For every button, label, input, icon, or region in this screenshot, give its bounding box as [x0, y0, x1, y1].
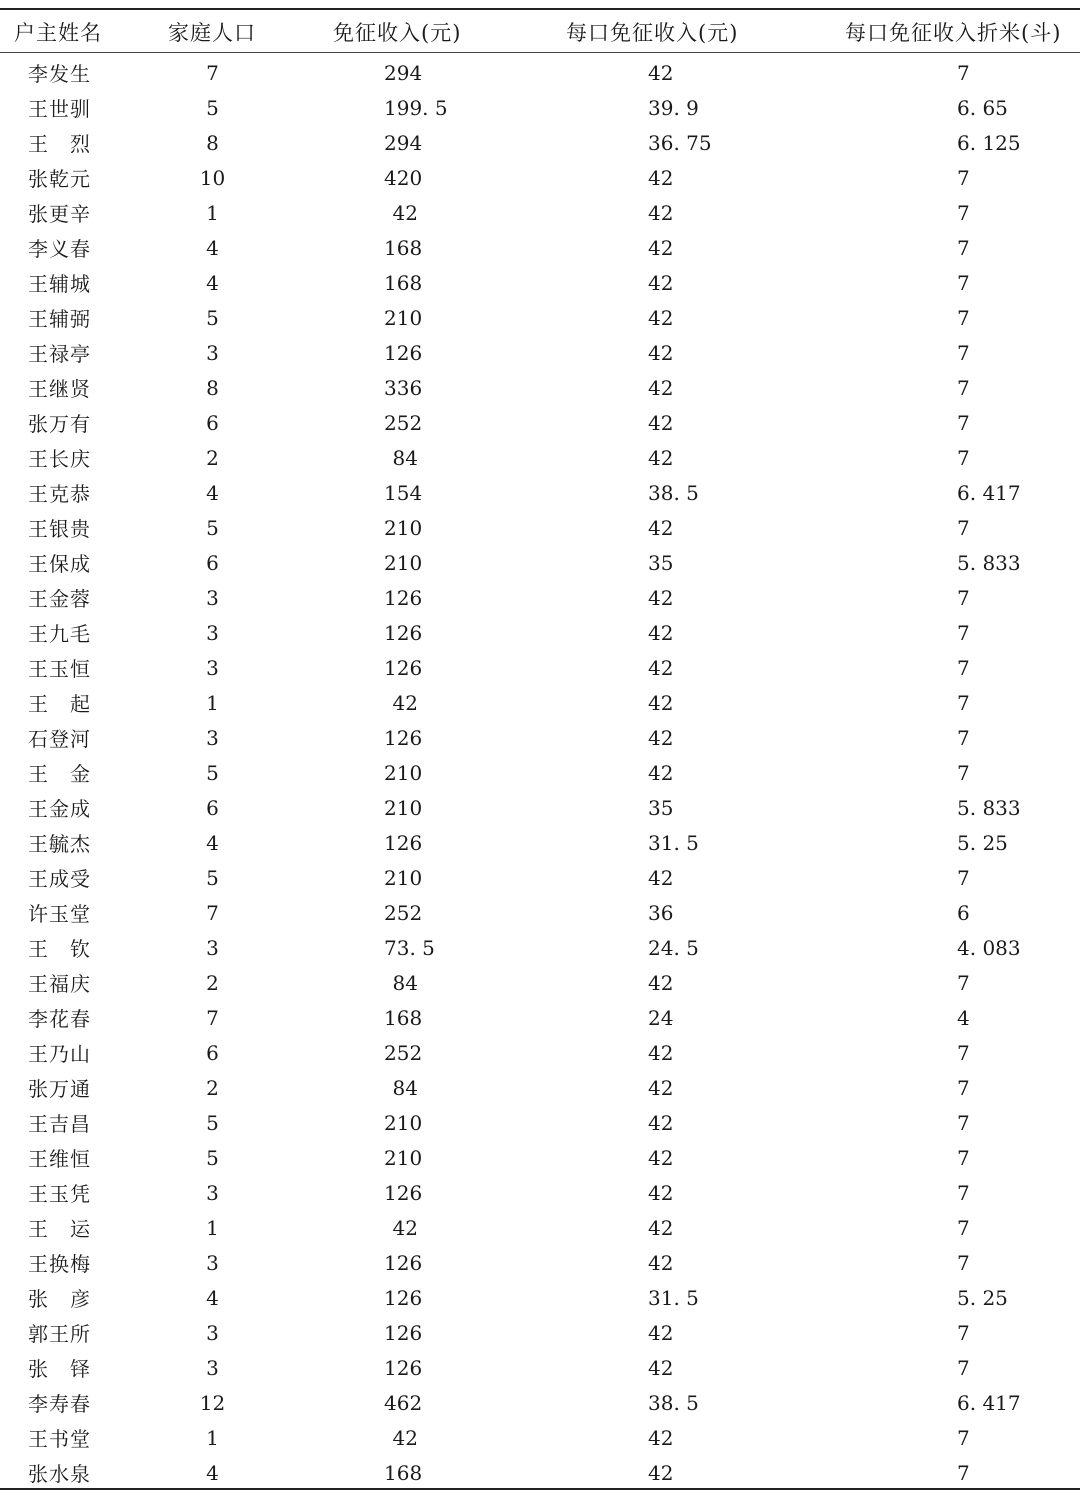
family-population-cell: 12	[199, 1390, 226, 1415]
exempt-income-cell	[285, 615, 530, 650]
per-capita-income-cell: 24	[648, 1005, 674, 1030]
table-row	[0, 265, 1080, 300]
per-capita-income-cell: 38. 5	[648, 1390, 699, 1415]
household-name-cell: 王维恒	[28, 1147, 91, 1171]
table-row	[0, 1140, 1080, 1175]
exempt-income-value: 73. 5	[384, 935, 435, 960]
exempt-income-value: 126	[384, 1285, 423, 1310]
household-name-cell: 李发生	[28, 62, 91, 86]
family-population-cell: 4	[206, 270, 219, 295]
exempt-income-cell	[285, 1455, 530, 1490]
family-population-cell: 4	[206, 830, 219, 855]
household-name-cell: 王毓杰	[28, 832, 91, 856]
table-row	[0, 1035, 1080, 1070]
exempt-income-value: 199. 5	[384, 95, 448, 120]
family-population-cell: 6	[206, 1040, 219, 1065]
household-income-table	[0, 11, 1080, 1490]
household-name-cell: 李花春	[28, 1007, 91, 1031]
family-population-cell: 4	[206, 1285, 219, 1310]
per-capita-rice-cell: 7	[957, 1250, 970, 1275]
header-per-capita-exempt-income: 每口免征收入(元)	[566, 20, 739, 45]
household-name-cell: 王金成	[28, 797, 91, 821]
table-row	[0, 440, 1080, 475]
per-capita-rice-cell: 7	[957, 270, 970, 295]
exempt-income-value: 126	[384, 830, 423, 855]
header-family-population: 家庭人口	[168, 20, 256, 45]
exempt-income-cell	[285, 580, 530, 615]
table-row	[0, 405, 1080, 440]
exempt-income-value: 210	[384, 515, 423, 540]
exempt-income-cell	[285, 475, 530, 510]
household-name-cell: 王 金	[28, 762, 91, 786]
table-row	[0, 160, 1080, 195]
per-capita-rice-cell: 7	[957, 585, 970, 610]
exempt-income-cell	[285, 650, 530, 685]
family-population-cell: 1	[206, 1215, 219, 1240]
exempt-income-value: 126	[384, 1355, 423, 1380]
exempt-income-cell	[285, 755, 530, 790]
per-capita-rice-cell: 7	[957, 725, 970, 750]
per-capita-income-cell: 38. 5	[648, 480, 699, 505]
exempt-income-cell	[285, 790, 530, 825]
household-name-cell: 张万有	[28, 412, 91, 436]
exempt-income-value: 252	[384, 410, 423, 435]
family-population-cell: 3	[206, 340, 219, 365]
family-population-cell: 3	[206, 725, 219, 750]
exempt-income-cell	[285, 895, 530, 930]
table-row	[0, 1420, 1080, 1455]
per-capita-rice-cell: 6. 417	[957, 1390, 1021, 1415]
exempt-income-value: 42	[392, 1215, 418, 1240]
header-exempt-income: 免征收入(元)	[333, 20, 462, 45]
table-top-rule	[0, 8, 1080, 10]
exempt-income-value: 294	[384, 130, 423, 155]
household-name-cell: 张乾元	[28, 167, 91, 191]
household-name-cell: 张万通	[28, 1077, 91, 1101]
per-capita-rice-cell: 7	[957, 620, 970, 645]
household-name-cell: 张更辛	[28, 202, 91, 226]
per-capita-income-cell: 42	[648, 725, 674, 750]
family-population-cell: 4	[206, 1460, 219, 1485]
family-population-cell: 5	[206, 305, 219, 330]
exempt-income-cell	[285, 125, 530, 160]
household-name-cell: 王书堂	[28, 1427, 91, 1451]
per-capita-income-cell: 36. 75	[648, 130, 712, 155]
exempt-income-value: 42	[392, 200, 418, 225]
exempt-income-cell	[285, 1245, 530, 1280]
household-name-cell: 王禄亭	[28, 342, 91, 366]
table-row	[0, 580, 1080, 615]
household-name-cell: 王继贤	[28, 377, 91, 401]
exempt-income-cell	[285, 1210, 530, 1245]
per-capita-rice-cell: 7	[957, 165, 970, 190]
household-name-cell: 张 彦	[28, 1287, 91, 1311]
per-capita-income-cell: 42	[648, 410, 674, 435]
household-name-cell: 王吉昌	[28, 1112, 91, 1136]
table-row	[0, 1315, 1080, 1350]
family-population-cell: 3	[206, 935, 219, 960]
family-population-cell: 5	[206, 515, 219, 540]
household-name-cell: 许玉堂	[28, 902, 91, 926]
per-capita-rice-cell: 7	[957, 200, 970, 225]
exempt-income-value: 210	[384, 305, 423, 330]
per-capita-rice-cell: 6. 125	[957, 130, 1021, 155]
per-capita-rice-cell: 6	[957, 900, 970, 925]
household-name-cell: 王长庆	[28, 447, 91, 471]
per-capita-income-cell: 42	[648, 340, 674, 365]
family-population-cell: 3	[206, 620, 219, 645]
household-name-cell: 王金蓉	[28, 587, 91, 611]
per-capita-income-cell: 42	[648, 760, 674, 785]
per-capita-income-cell: 42	[648, 1425, 674, 1450]
exempt-income-value: 210	[384, 865, 423, 890]
exempt-income-cell	[285, 300, 530, 335]
per-capita-rice-cell: 7	[957, 1215, 970, 1240]
table-row	[0, 195, 1080, 230]
header-per-capita-rice-equivalent: 每口免征收入折米(斗)	[845, 20, 1062, 45]
per-capita-income-cell: 42	[648, 235, 674, 260]
household-name-cell: 张 铎	[28, 1357, 91, 1381]
household-name-cell: 王银贵	[28, 517, 91, 541]
per-capita-rice-cell: 7	[957, 515, 970, 540]
household-name-cell: 李寿春	[28, 1392, 91, 1416]
exempt-income-value: 420	[384, 165, 423, 190]
exempt-income-value: 168	[384, 270, 423, 295]
per-capita-rice-cell: 7	[957, 235, 970, 260]
per-capita-income-cell: 42	[648, 1355, 674, 1380]
household-name-cell: 王九毛	[28, 622, 91, 646]
per-capita-income-cell: 42	[648, 1075, 674, 1100]
family-population-cell: 7	[206, 900, 219, 925]
per-capita-income-cell: 42	[648, 165, 674, 190]
per-capita-rice-cell: 4	[957, 1005, 970, 1030]
exempt-income-value: 84	[392, 1075, 418, 1100]
exempt-income-cell	[285, 1350, 530, 1385]
per-capita-income-cell: 42	[648, 970, 674, 995]
per-capita-income-cell: 42	[648, 1250, 674, 1275]
per-capita-income-cell: 42	[648, 515, 674, 540]
exempt-income-value: 168	[384, 1005, 423, 1030]
family-population-cell: 6	[206, 410, 219, 435]
table-row	[0, 755, 1080, 790]
per-capita-rice-cell: 7	[957, 1075, 970, 1100]
per-capita-rice-cell: 7	[957, 1460, 970, 1485]
table-row	[0, 90, 1080, 125]
exempt-income-value: 210	[384, 1145, 423, 1170]
household-name-cell: 王克恭	[28, 482, 91, 506]
per-capita-rice-cell: 7	[957, 1145, 970, 1170]
per-capita-income-cell: 42	[648, 865, 674, 890]
table-row	[0, 370, 1080, 405]
exempt-income-cell	[285, 685, 530, 720]
per-capita-income-cell: 42	[648, 1110, 674, 1135]
table-row	[0, 1000, 1080, 1035]
per-capita-income-cell: 42	[648, 1145, 674, 1170]
per-capita-income-cell: 42	[648, 585, 674, 610]
family-population-cell: 3	[206, 1320, 219, 1345]
per-capita-rice-cell: 7	[957, 375, 970, 400]
per-capita-income-cell: 31. 5	[648, 1285, 699, 1310]
household-name-cell: 王辅弼	[28, 307, 91, 331]
exempt-income-value: 84	[392, 970, 418, 995]
table-body	[0, 52, 1080, 1490]
header-household-name: 户主姓名	[14, 20, 102, 45]
family-population-cell: 5	[206, 1145, 219, 1170]
per-capita-rice-cell: 7	[957, 1180, 970, 1205]
exempt-income-cell	[285, 1280, 530, 1315]
per-capita-income-cell: 42	[648, 375, 674, 400]
household-name-cell: 王 运	[28, 1217, 91, 1241]
table-row	[0, 335, 1080, 370]
table-row	[0, 1175, 1080, 1210]
exempt-income-cell	[285, 1420, 530, 1455]
household-name-cell: 王玉凭	[28, 1182, 91, 1206]
per-capita-rice-cell: 7	[957, 1355, 970, 1380]
exempt-income-cell	[285, 825, 530, 860]
per-capita-rice-cell: 7	[957, 690, 970, 715]
exempt-income-cell	[285, 370, 530, 405]
family-population-cell: 1	[206, 200, 219, 225]
family-population-cell: 10	[199, 165, 226, 190]
household-name-cell: 王玉恒	[28, 657, 91, 681]
per-capita-income-cell: 31. 5	[648, 830, 699, 855]
table-row	[0, 1385, 1080, 1420]
household-name-cell: 李义春	[28, 237, 91, 261]
exempt-income-value: 252	[384, 900, 423, 925]
per-capita-rice-cell: 7	[957, 760, 970, 785]
exempt-income-value: 42	[392, 690, 418, 715]
per-capita-rice-cell: 7	[957, 445, 970, 470]
per-capita-income-cell: 42	[648, 200, 674, 225]
per-capita-income-cell: 35	[648, 795, 674, 820]
per-capita-rice-cell: 7	[957, 410, 970, 435]
family-population-cell: 3	[206, 1180, 219, 1205]
exempt-income-cell	[285, 440, 530, 475]
table-row	[0, 895, 1080, 930]
household-name-cell: 王 钦	[28, 937, 91, 961]
household-name-cell: 张水泉	[28, 1462, 91, 1486]
family-population-cell: 5	[206, 1110, 219, 1135]
exempt-income-value: 126	[384, 1180, 423, 1205]
per-capita-income-cell: 42	[648, 655, 674, 680]
family-population-cell: 1	[206, 1425, 219, 1450]
per-capita-rice-cell: 7	[957, 1110, 970, 1135]
exempt-income-cell	[285, 1070, 530, 1105]
family-population-cell: 5	[206, 760, 219, 785]
per-capita-rice-cell: 4. 083	[957, 935, 1021, 960]
table-row	[0, 475, 1080, 510]
exempt-income-value: 126	[384, 655, 423, 680]
per-capita-income-cell: 42	[648, 270, 674, 295]
table-row	[0, 300, 1080, 335]
per-capita-rice-cell: 5. 833	[957, 550, 1021, 575]
exempt-income-value: 210	[384, 1110, 423, 1135]
exempt-income-cell	[285, 52, 530, 90]
per-capita-income-cell: 24. 5	[648, 935, 699, 960]
household-name-cell: 王辅城	[28, 272, 91, 296]
family-population-cell: 7	[206, 60, 219, 85]
exempt-income-cell	[285, 510, 530, 545]
table-row	[0, 650, 1080, 685]
exempt-income-value: 126	[384, 340, 423, 365]
exempt-income-value: 210	[384, 795, 423, 820]
exempt-income-value: 210	[384, 550, 423, 575]
exempt-income-cell	[285, 965, 530, 1000]
exempt-income-cell	[285, 335, 530, 370]
table-row	[0, 230, 1080, 265]
exempt-income-value: 84	[392, 445, 418, 470]
per-capita-rice-cell: 7	[957, 865, 970, 890]
exempt-income-cell	[285, 405, 530, 440]
family-population-cell: 8	[206, 375, 219, 400]
family-population-cell: 6	[206, 550, 219, 575]
exempt-income-cell	[285, 1105, 530, 1140]
exempt-income-cell	[285, 1385, 530, 1420]
household-name-cell: 王换梅	[28, 1252, 91, 1276]
household-name-cell: 王世驯	[28, 97, 91, 121]
exempt-income-value: 154	[384, 480, 423, 505]
table-row	[0, 52, 1080, 90]
exempt-income-value: 168	[384, 235, 423, 260]
exempt-income-value: 294	[384, 60, 423, 85]
table-row	[0, 825, 1080, 860]
table-row	[0, 545, 1080, 580]
per-capita-rice-cell: 7	[957, 970, 970, 995]
household-name-cell: 王保成	[28, 552, 91, 576]
per-capita-rice-cell: 5. 25	[957, 830, 1008, 855]
exempt-income-cell	[285, 265, 530, 300]
table-row	[0, 125, 1080, 160]
table-row	[0, 1280, 1080, 1315]
table-row	[0, 1350, 1080, 1385]
table-row	[0, 1105, 1080, 1140]
per-capita-income-cell: 42	[648, 1180, 674, 1205]
exempt-income-cell	[285, 90, 530, 125]
per-capita-rice-cell: 7	[957, 60, 970, 85]
household-name-cell: 郭王所	[28, 1322, 91, 1346]
family-population-cell: 4	[206, 235, 219, 260]
per-capita-income-cell: 42	[648, 1320, 674, 1345]
family-population-cell: 1	[206, 690, 219, 715]
exempt-income-value: 126	[384, 620, 423, 645]
family-population-cell: 3	[206, 585, 219, 610]
per-capita-rice-cell: 6. 417	[957, 480, 1021, 505]
table-row	[0, 860, 1080, 895]
per-capita-rice-cell: 7	[957, 1320, 970, 1345]
household-name-cell: 王 起	[28, 692, 91, 716]
per-capita-rice-cell: 6. 65	[957, 95, 1008, 120]
exempt-income-value: 336	[384, 375, 423, 400]
per-capita-income-cell: 42	[648, 690, 674, 715]
household-name-cell: 王 烈	[28, 132, 91, 156]
per-capita-income-cell: 42	[648, 305, 674, 330]
per-capita-rice-cell: 5. 833	[957, 795, 1021, 820]
family-population-cell: 6	[206, 795, 219, 820]
table-row	[0, 1210, 1080, 1245]
table-header-row	[0, 11, 1080, 52]
family-population-cell: 8	[206, 130, 219, 155]
per-capita-rice-cell: 7	[957, 340, 970, 365]
exempt-income-value: 126	[384, 1250, 423, 1275]
exempt-income-cell	[285, 1035, 530, 1070]
per-capita-income-cell: 39. 9	[648, 95, 699, 120]
table-row	[0, 1245, 1080, 1280]
family-population-cell: 5	[206, 865, 219, 890]
table-row	[0, 790, 1080, 825]
family-population-cell: 2	[206, 970, 219, 995]
exempt-income-cell	[285, 160, 530, 195]
family-population-cell: 2	[206, 1075, 219, 1100]
exempt-income-value: 42	[392, 1425, 418, 1450]
exempt-income-value: 126	[384, 585, 423, 610]
family-population-cell: 3	[206, 1250, 219, 1275]
per-capita-rice-cell: 7	[957, 1425, 970, 1450]
per-capita-income-cell: 42	[648, 1215, 674, 1240]
exempt-income-cell	[285, 1315, 530, 1350]
exempt-income-cell	[285, 1140, 530, 1175]
table-row	[0, 685, 1080, 720]
per-capita-income-cell: 42	[648, 60, 674, 85]
per-capita-rice-cell: 7	[957, 655, 970, 680]
exempt-income-cell	[285, 545, 530, 580]
table-row	[0, 510, 1080, 545]
per-capita-income-cell: 36	[648, 900, 674, 925]
family-population-cell: 4	[206, 480, 219, 505]
per-capita-rice-cell: 7	[957, 1040, 970, 1065]
table-row	[0, 930, 1080, 965]
exempt-income-cell	[285, 195, 530, 230]
per-capita-income-cell: 42	[648, 1460, 674, 1485]
exempt-income-cell	[285, 860, 530, 895]
household-name-cell: 王乃山	[28, 1042, 91, 1066]
table-row	[0, 615, 1080, 650]
table-row	[0, 720, 1080, 755]
table-row	[0, 1455, 1080, 1490]
family-population-cell: 2	[206, 445, 219, 470]
exempt-income-cell	[285, 1175, 530, 1210]
exempt-income-value: 168	[384, 1460, 423, 1485]
exempt-income-value: 462	[384, 1390, 423, 1415]
per-capita-income-cell: 42	[648, 445, 674, 470]
household-name-cell: 王成受	[28, 867, 91, 891]
household-name-cell: 石登河	[28, 727, 91, 751]
exempt-income-value: 210	[384, 760, 423, 785]
exempt-income-value: 126	[384, 725, 423, 750]
per-capita-rice-cell: 5. 25	[957, 1285, 1008, 1310]
exempt-income-value: 126	[384, 1320, 423, 1345]
family-population-cell: 3	[206, 655, 219, 680]
exempt-income-cell	[285, 230, 530, 265]
per-capita-rice-cell: 7	[957, 305, 970, 330]
table-row	[0, 965, 1080, 1000]
exempt-income-cell	[285, 1000, 530, 1035]
per-capita-income-cell: 35	[648, 550, 674, 575]
family-population-cell: 5	[206, 95, 219, 120]
exempt-income-cell	[285, 930, 530, 965]
table-row	[0, 1070, 1080, 1105]
exempt-income-value: 252	[384, 1040, 423, 1065]
per-capita-income-cell: 42	[648, 620, 674, 645]
exempt-income-cell	[285, 720, 530, 755]
household-name-cell: 王福庆	[28, 972, 91, 996]
per-capita-income-cell: 42	[648, 1040, 674, 1065]
family-population-cell: 3	[206, 1355, 219, 1380]
family-population-cell: 7	[206, 1005, 219, 1030]
